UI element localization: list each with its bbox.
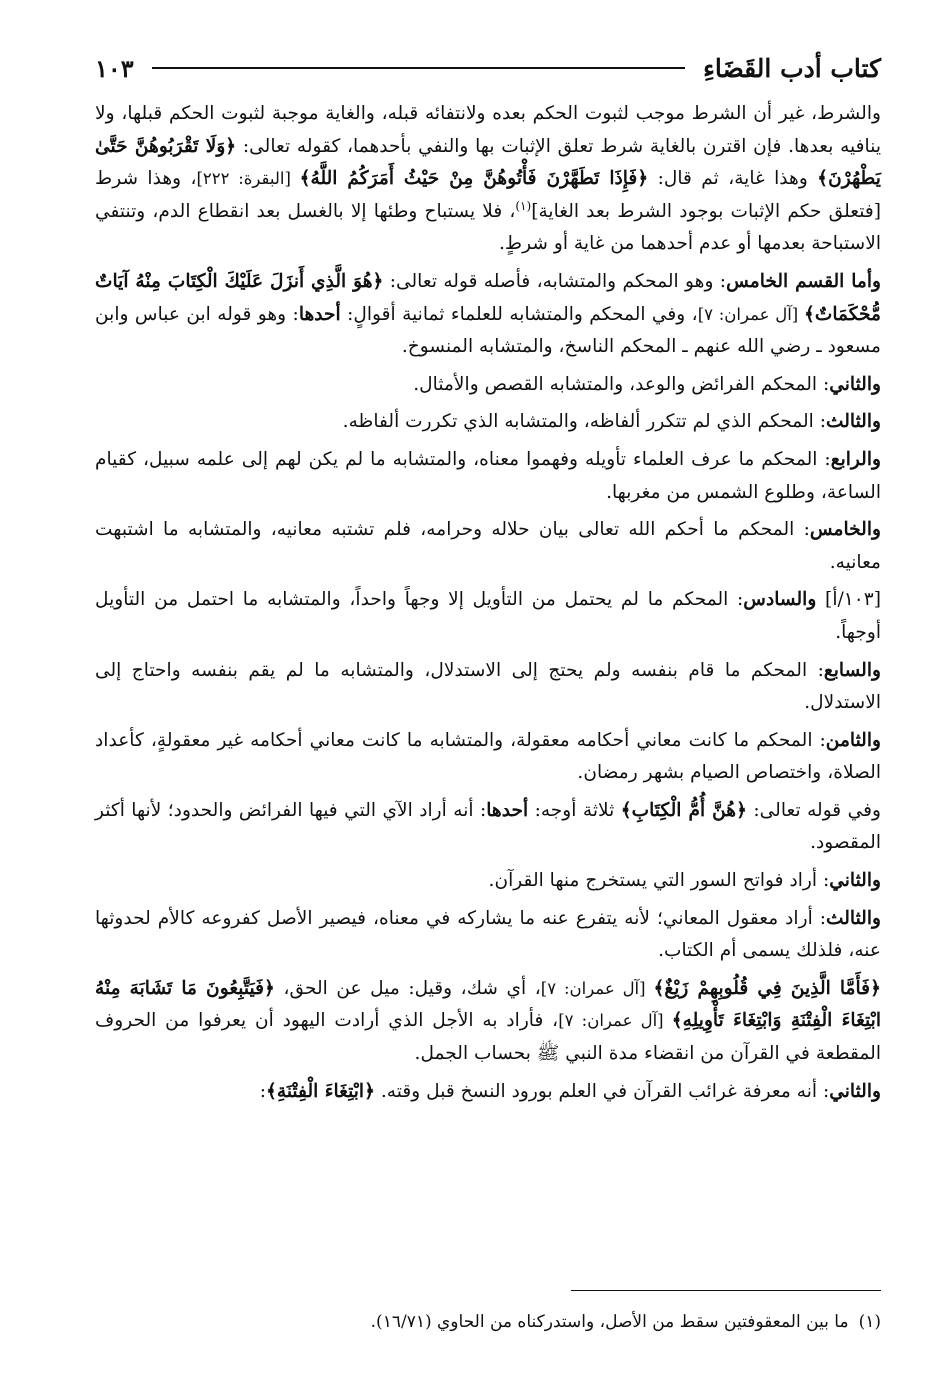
- paragraph-text: وفي قوله تعالى:: [746, 799, 881, 821]
- paragraph-text: : أنه معرفة غرائب القرآن في العلم بورود النسخ قبل وقته.: [374, 1080, 830, 1102]
- section-term: والسابع: [823, 659, 881, 681]
- footnote-reference: (١): [515, 198, 532, 213]
- quran-verse: ﴿فَيَتَّبِعُونَ مَا تَشَابَهَ مِنْهُ ابْتِغَاءَ الْفِتْنَةِ وَابْتِغَاءَ تَأْوِيلِهِ﴾: [95, 977, 881, 1032]
- paragraph: [95, 406, 881, 439]
- paragraph-text: ، فأراد به الأجل الذي أرادت اليهود أن يعرفوا من الحروف المقطعة في القرآن من انقضاء مدة النبي ﷺ بحساب الجمل.: [95, 1010, 881, 1065]
- footnote-marker: (١): [858, 1312, 881, 1332]
- footnote: [95, 1308, 881, 1336]
- paragraph: [95, 369, 881, 402]
- paragraph-text: والشرط، غير أن الشرط موجب لثبوت الحكم بعده ولانتفائه قبله، والغاية موجبة لثبوت الحكم قبلها، ولا ينافيه بعدها. فإن اقترن بالغاية شرط تعلق الإثبات بها والنفي بأحدهما، كقوله تعالى:: [95, 103, 882, 157]
- paragraph: [95, 973, 881, 1071]
- paragraph-text: : المحكم الفرائض والوعد، والمتشابه القصص والأمثال.: [413, 373, 830, 395]
- section-term: والخامس: [809, 519, 881, 541]
- paragraph-text: : وهو المحكم والمتشابه، فأصله قوله تعالى:: [383, 270, 727, 292]
- paragraph: [95, 98, 881, 261]
- paragraph-text: :: [259, 1080, 266, 1102]
- paragraph-text: ، وفي المحكم والمتشابه للعلماء ثمانية أقوالٍ:: [340, 303, 698, 325]
- paragraph-text: : المحكم ما كانت معاني أحكامه معقولة، والمتشابه ما كانت معاني أحكامه غير معقولةٍ، كأعداد الصلاة، واختصاص الصيام بشهر رمضان.: [95, 729, 881, 784]
- book-page: [95, 46, 881, 1346]
- paragraph-text: : أنه أراد الآي التي فيها الفرائض والحدود؛ لأنها أكثر المقصود.: [95, 799, 881, 854]
- paragraph-text: ، فلا يستباح وطئها إلا بالغسل بعد انقطاع الدم، وتنتفي الاستباحة بعدمها أو عدم أحدهما من غاية أو شرطٍ.: [95, 200, 881, 255]
- section-term: والثالث: [825, 907, 881, 929]
- running-head: [95, 46, 881, 90]
- quran-verse: ﴿هُوَ الَّذِي أَنزَلَ عَلَيْكَ الْكِتَابَ مِنْهُ آيَاتٌ مُّحْكَمَاتٌ﴾: [95, 270, 881, 325]
- section-term: والثامن: [825, 729, 881, 751]
- verse-reference: [آل عمران: ٧]: [697, 304, 804, 324]
- paragraph-text: : وهو قوله ابن عباس وابن مسعود ـ رضي الله عنهم ـ المحكم الناسخ، والمتشابه المنسوخ.: [95, 303, 881, 358]
- quran-verse: ﴿ابْتِغَاءَ الْفِتْنَةِ﴾: [265, 1080, 375, 1102]
- paragraph-text: : المحكم الذي لم تتكرر ألفاظه، والمتشابه الذي تكررت ألفاظه.: [342, 411, 826, 433]
- paragraph-text: ، وهذا شرط [فتعلق حكم الإثبات بوجود الشرط بعد الغاية]: [95, 168, 881, 222]
- paragraph: [95, 795, 881, 860]
- paragraph-text: ، أي شك، وقيل: ميل عن الحق،: [274, 977, 541, 999]
- paragraph-text: : المحكم ما عرف العلماء تأويله وفهموا معناه، والمتشابه ما لم يكن لهم إلى علمه سبيل، كقيام الساعة، وطلوع الشمس من مغربها.: [95, 448, 881, 503]
- body-text: [95, 98, 881, 1108]
- quran-verse: ﴿فَإِذَا تَطَهَّرْنَ فَأْتُوهُنَّ مِنْ حَيْثُ أَمَرَكُمُ اللَّهُ﴾: [299, 168, 649, 190]
- verse-reference: [آل عمران: ٧]: [558, 1011, 672, 1031]
- section-term: والثاني: [829, 1080, 881, 1102]
- paragraph-text: : المحكم ما أحكم الله تعالى بيان حلاله وحرامه، فلم تشتبه معانيه، والمتشابه ما اشتبهت معانيه.: [95, 519, 881, 573]
- verse-reference: [آل عمران: ٧]: [540, 978, 654, 998]
- page-number: ١٠٣: [95, 53, 134, 83]
- paragraph-text: : أراد معقول المعاني؛ لأنه يتفرع عنه ما يشاركه في معناه، فيصير الأصل كفروعه كالأم لحدوثها عنه، فلذلك يسمى أم الكتاب.: [95, 907, 881, 962]
- paragraph-text: : المحكم ما لم يحتمل من التأويل إلا وجهاً واحداً، والمتشابه ما احتمل من التأويل أوجهاً.: [95, 589, 881, 643]
- section-term: والثالث: [825, 411, 881, 433]
- header-rule: [152, 67, 685, 69]
- section-term: أحدها: [298, 303, 341, 325]
- paragraph: [95, 725, 881, 790]
- paragraph-text: [١٠٣/أ]: [816, 589, 881, 611]
- section-term: والثاني: [829, 373, 881, 395]
- quran-verse: ﴿وَلَا تَقْرَبُوهُنَّ حَتَّىٰ يَطْهُرْنَ﴾: [95, 135, 881, 190]
- section-term: أحدها: [486, 799, 529, 821]
- section-term: وأما القسم الخامس: [726, 270, 881, 292]
- paragraph: [95, 865, 881, 898]
- paragraph: [95, 514, 881, 579]
- paragraph: [95, 1076, 881, 1109]
- section-term: والسادس: [743, 589, 817, 611]
- paragraph-text: وهذا غاية، ثم قال:: [648, 168, 818, 190]
- paragraph-text: ثلاثة أوجه:: [528, 799, 621, 821]
- paragraph: [95, 655, 881, 720]
- paragraph: [95, 584, 881, 649]
- paragraph: [95, 903, 881, 968]
- paragraph: [95, 266, 881, 364]
- verse-reference: [البقرة: ٢٢٢]: [196, 169, 300, 189]
- quran-verse: ﴿هُنَّ أُمُّ الْكِتَابِ﴾: [620, 799, 747, 821]
- paragraph-text: : أراد فواتح السور التي يستخرج منها القرآن.: [488, 870, 830, 892]
- paragraph: [95, 444, 881, 509]
- paragraph-text: : المحكم ما قام بنفسه ولم يحتج إلى الاستدلال، والمتشابه ما لم يقم بنفسه واحتاج إلى الاستدلال.: [95, 659, 881, 714]
- quran-verse: ﴿فَأَمَّا الَّذِينَ فِي قُلُوبِهِمْ زَيْغٌ﴾: [653, 977, 881, 999]
- section-term: والثاني: [829, 870, 881, 892]
- footnote-text: ما بين المعقوفتين سقط من الأصل، واستدركناه من الحاوي (١٦/٧١).: [370, 1312, 849, 1332]
- book-title: كتاب أدب القَضَاءِ: [703, 53, 881, 83]
- footnote-separator: [571, 1290, 881, 1291]
- section-term: والرابع: [830, 448, 881, 470]
